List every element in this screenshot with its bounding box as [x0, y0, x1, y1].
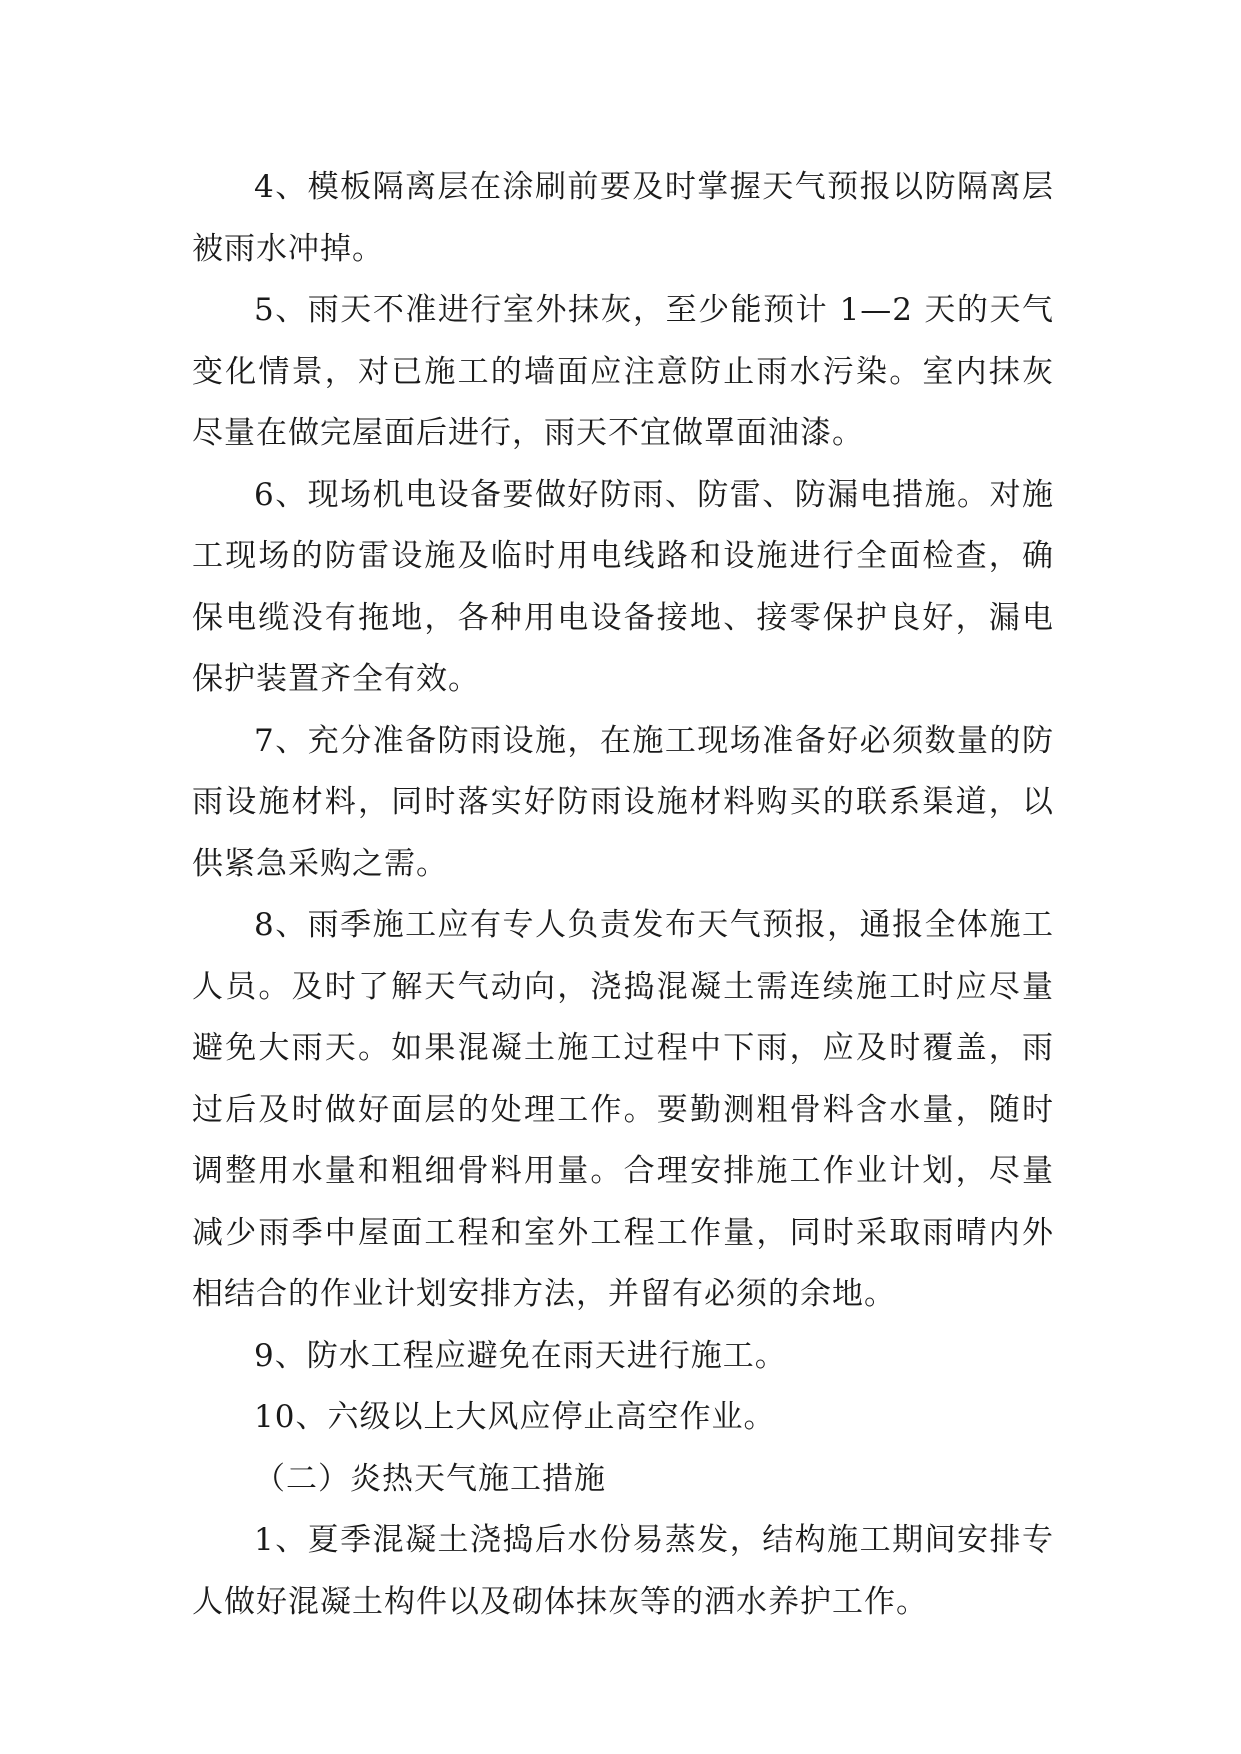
document-body — [192, 157, 1054, 1633]
paragraph-item-4: 4、模板隔离层在涂刷前要及时掌握天气预报以防隔离层被雨水冲掉。 — [192, 169, 1054, 267]
section-heading: （二）炎热天气施工措施 — [254, 1460, 606, 1497]
paragraph-item-7: 7、充分准备防雨设施，在施工现场准备好必须数量的防雨设施材料，同时落实好防雨设施材料购买的联系渠道，以供紧急采购之需。 — [192, 722, 1054, 882]
paragraph-item-6: 6、现场机电设备要做好防雨、防雷、防漏电措施。对施工现场的防雷设施及临时用电线路和设施进行全面检查，确保电缆没有拖地，各种用电设备接地、接零保护良好，漏电保护装置齐全有效。 — [192, 476, 1054, 697]
paragraph-item-5: 5、雨天不准进行室外抹灰，至少能预计 1—2 天的天气变化情景，对已施工的墙面应注意防止雨水污染。室内抹灰尽量在做完屋面后进行，雨天不宜做罩面油漆。 — [192, 292, 1054, 451]
paragraph-item-8: 8、雨季施工应有专人负责发布天气预报，通报全体施工人员。及时了解天气动向，浇捣混凝土需连续施工时应尽量避免大雨天。如果混凝土施工过程中下雨，应及时覆盖，雨过后及时做好面层的处理工作。要勤测粗骨料含水量，随时调整用水量和粗细骨料用量。合理安排施工作业计划，尽量减少雨季中屋面工程和室外工程工作量，同时采取雨晴内外相结合的作业计划安排方法，并留有必须的余地。 — [192, 907, 1054, 1312]
paragraph-item-9: 9、防水工程应避免在雨天进行施工。 — [254, 1337, 787, 1374]
paragraph-item-10: 10、六级以上大风应停止高空作业。 — [254, 1399, 776, 1435]
paragraph-item-summer-1: 1、夏季混凝土浇捣后水份易蒸发，结构施工期间安排专人做好混凝土构件以及砌体抹灰等的洒水养护工作。 — [192, 1522, 1054, 1620]
